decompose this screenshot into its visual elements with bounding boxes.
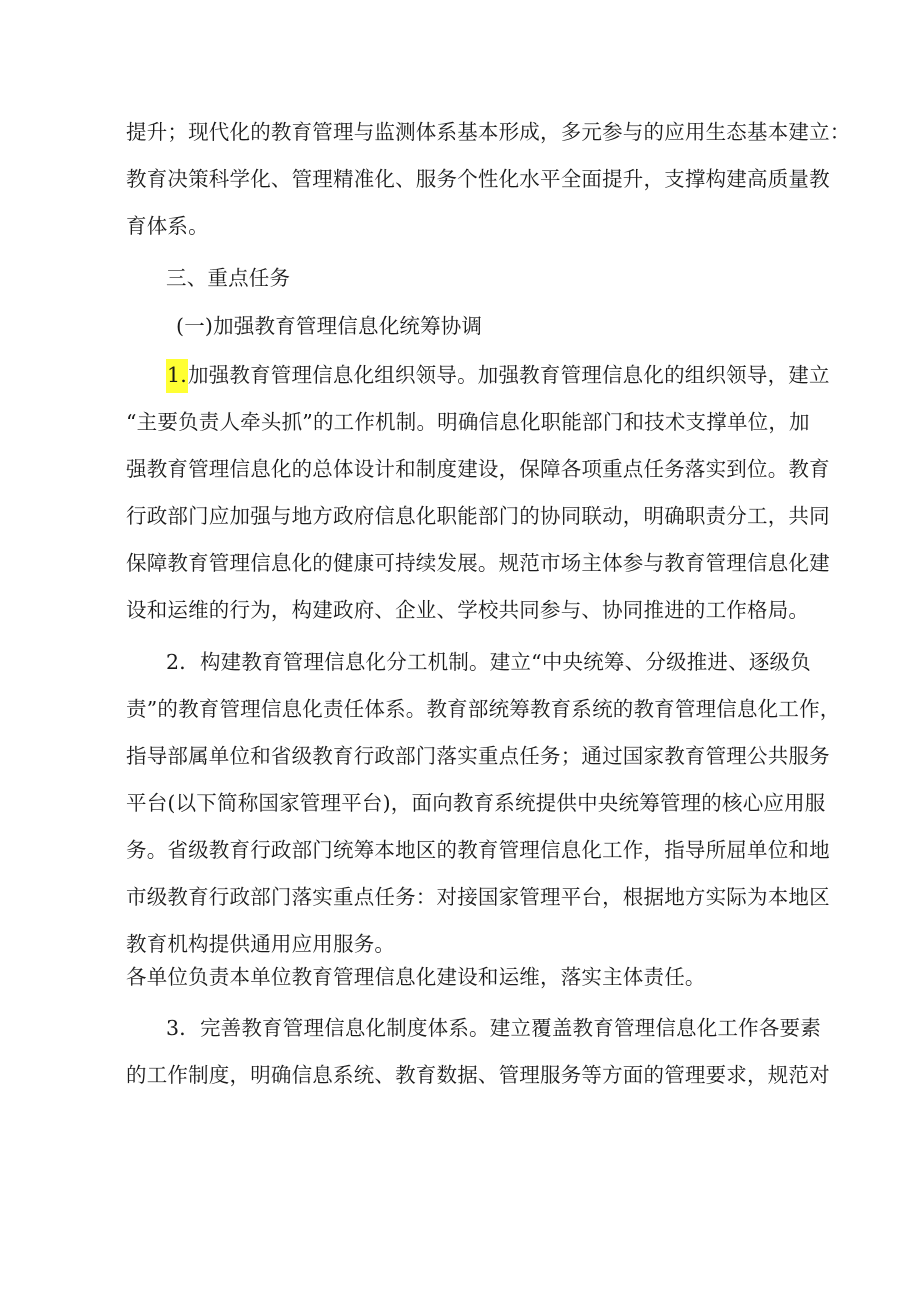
- text-line: 提升；现代化的教育管理与监测体系基本形成，多元参与的应用生态基本建立：: [126, 120, 851, 144]
- text-line: 指导部属单位和省级教育行政部门落实重点任务；通过国家教育管理公共服务: [126, 744, 830, 768]
- paragraph-2-first-line: 2．构建教育管理信息化分工机制。建立“中央统筹、分级推进、逐级负: [166, 650, 811, 674]
- text-line: 各单位负责本单位教育管理信息化建设和运维，落实主体责任。: [126, 965, 706, 989]
- section-heading: 三、重点任务: [166, 266, 291, 290]
- text-line: 育体系。: [126, 214, 209, 238]
- text-line: 保障教育管理信息化的健康可持续发展。规范市场主体参与教育管理信息化建: [126, 551, 830, 575]
- text-line: 平台(以下简称国家管理平台)，面向教育系统提供中央统筹管理的核心应用服: [126, 791, 826, 815]
- text-line: “主要负责人牵头抓”的工作机制。明确信息化职能部门和技术支撑单位，加: [126, 410, 810, 434]
- text-line: 强教育管理信息化的总体设计和制度建设，保障各项重点任务落实到位。教育: [126, 457, 830, 481]
- text-line: 教育机构提供通用应用服务。: [126, 932, 396, 956]
- subsection-heading: (一)加强教育管理信息化统筹协调: [176, 314, 483, 338]
- text-line: 责”的教育管理信息化责任体系。教育部统筹教育系统的教育管理信息化工作，: [126, 697, 841, 721]
- text-line: 务。省级教育行政部门统筹本地区的教育管理信息化工作，指导所屈单位和地: [126, 838, 830, 862]
- text-line: 教育决策科学化、管理精准化、服务个性化水平全面提升，支撑构建高质量教: [126, 167, 830, 191]
- text-line: 设和运维的行为，构建政府、企业、学校共同参与、协同推进的工作格局。: [126, 598, 810, 622]
- text-line: 的工作制度，明确信息系统、教育数据、管理服务等方面的管理要求，规范对: [126, 1063, 830, 1087]
- text-line: 行政部门应加强与地方政府信息化职能部门的协同联动，明确职责分工，共同: [126, 504, 830, 528]
- paragraph-1-first-line: [166, 360, 830, 390]
- highlighted-number: 1.: [166, 359, 188, 393]
- text-line: 加强教育管理信息化组织领导。加强教育管理信息化的组织领导，建立: [187, 363, 830, 387]
- text-line: 市级教育行政部门落实重点任务：对接国家管理平台，根据地方实际为本地区: [126, 885, 830, 909]
- paragraph-3-first-line: 3．完善教育管理信息化制度体系。建立覆盖教育管理信息化工作各要素: [166, 1016, 821, 1040]
